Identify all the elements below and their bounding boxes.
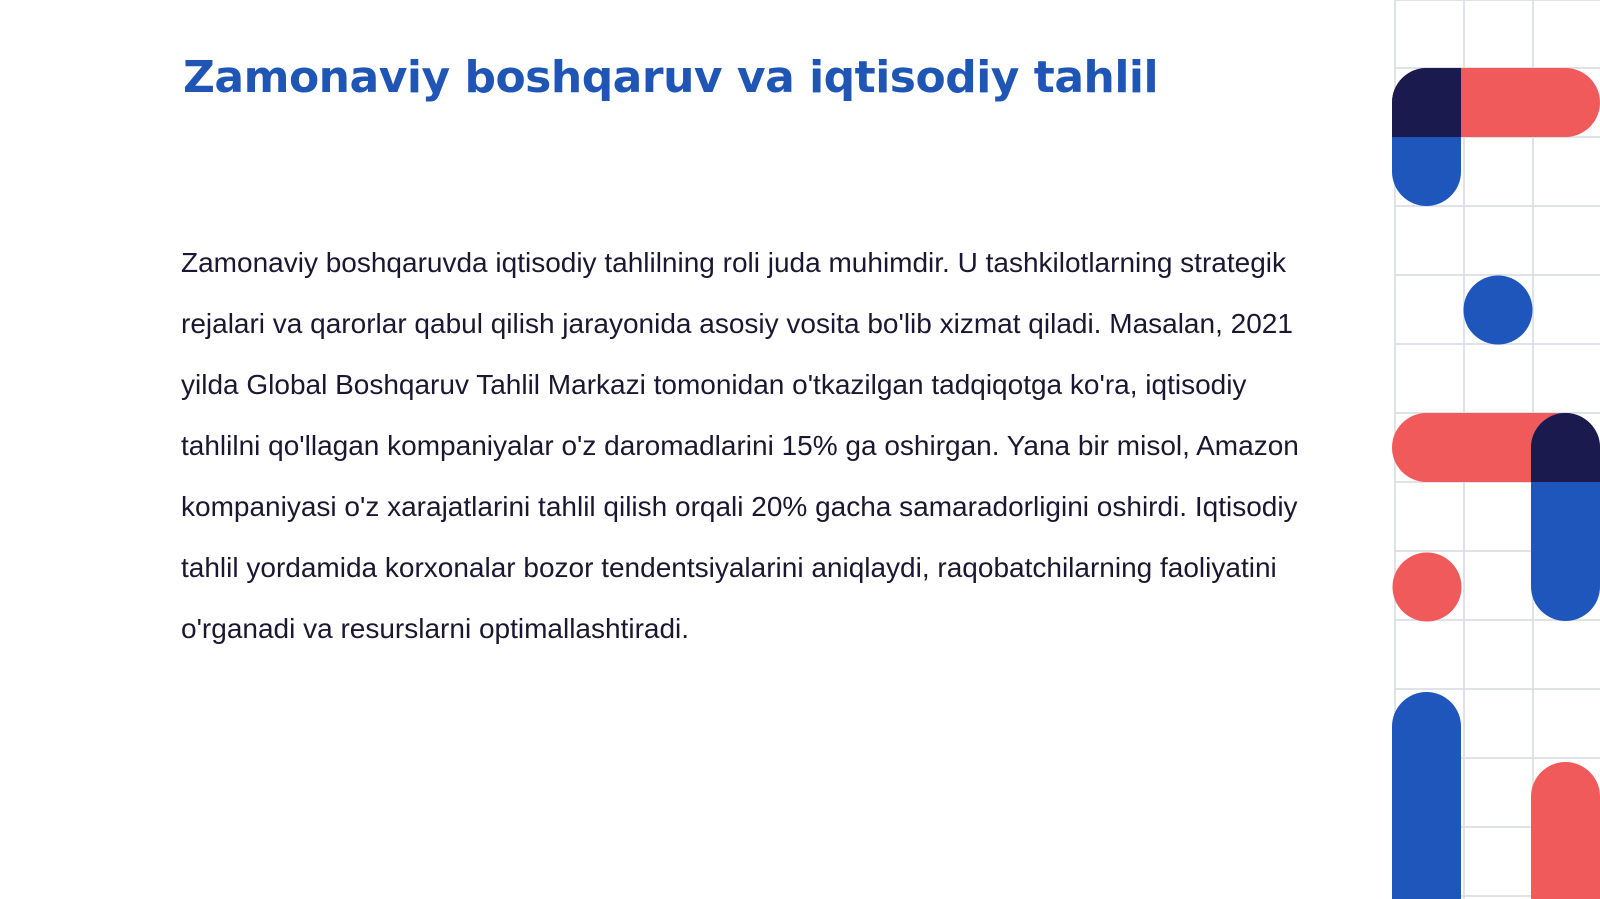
body-paragraph: Zamonaviy boshqaruvda iqtisodiy tahlilning roli juda muhimdir. U tashkilotlarning strategik rejalari va qarorlar qabul qilish jarayonida asosiy vosita bo'lib xizmat qiladi. Masalan, 2021 yilda Global Boshqaruv Tahlil Markazi tomonidan o'tkazilgan tadqiqotga ko'ra, iqtisodiy tahlilni qo'llagan kompaniyalar o'z daromadlarini 15% ga oshirgan. Yana bir misol, Amazon kompaniyasi o'z xarajatlarini tahlil qilish orqali 20% gacha samaradorligini oshirdi. Iqtisodiy tahlil yordamida korxonalar bozor tendentsiyalarini aniqlaydi, raqobatchilarning faoliyatini o'rganadi va resurslarni optimallashtiradi. xyxy=(181,247,1299,644)
navy-overlap-shape-middle xyxy=(1531,413,1600,482)
slide-title: Zamonaviy boshqaruv va iqtisodiy tahlil xyxy=(183,52,1159,103)
blue-circle xyxy=(1464,276,1533,345)
blue-pill-vertical-bottom xyxy=(1392,692,1461,899)
red-pill-vertical-bottom xyxy=(1531,762,1600,899)
navy-overlap-shape-top xyxy=(1392,68,1461,137)
red-circle xyxy=(1393,553,1462,622)
